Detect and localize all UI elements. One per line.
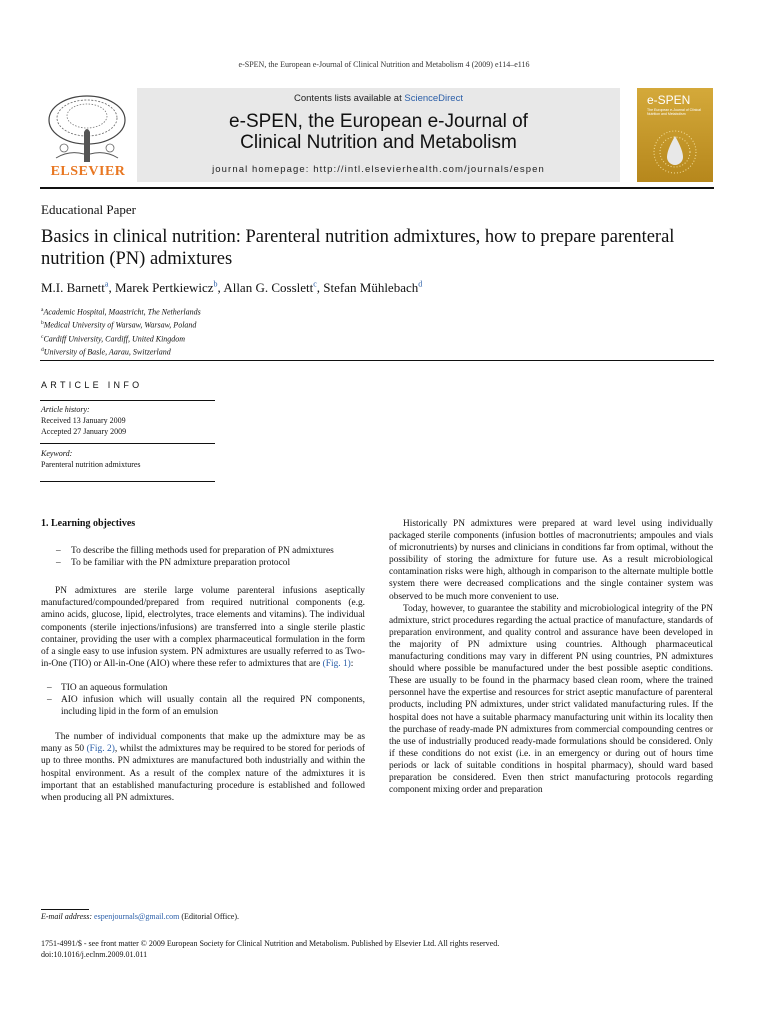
- author: M.I. Barnett$^a$,: [41, 280, 115, 296]
- figure-link[interactable]: (Fig. 2): [86, 744, 115, 755]
- list-item: – TIO an aqueous formulation: [47, 682, 168, 693]
- elsevier-wordmark: ELSEVIER: [50, 164, 126, 179]
- article-info-heading: ARTICLE INFO: [41, 380, 143, 390]
- paragraph: Historically PN admixtures were prepared at ward level using individually packaged sterile components (infusion bottles of macronutrients; ampoules and vials of micronutrients) by nurses and clinicians in conditions far from optimal, without the possibility of storing the admixture for future use. As a result microbiological contamination risks were high, although in comparison to the alternate multiple bottle system there were decreased complications and the single container system was observed to be much more convenient to use.: [389, 519, 713, 602]
- journal-cover-image[interactable]: [637, 88, 713, 182]
- running-header: e-SPEN, the European e-Journal of Clinical Nutrition and Metabolism 4 (2009) e114–e116: [238, 60, 530, 69]
- paper-title: Basics in clinical nutrition: Parenteral nutrition admixtures, how to prepare parenteral nutrition (PN) admixtures: [41, 227, 675, 269]
- journal-title: e-SPEN, the European e-Journal of Clinical Nutrition and Metabolism: [229, 111, 528, 153]
- author-list: [41, 280, 422, 296]
- elsevier-tree-icon: [44, 92, 130, 164]
- keywords-rule: [40, 481, 215, 482]
- admixture-types-list: [41, 682, 365, 718]
- article-info-rule: [40, 400, 215, 401]
- figure-link[interactable]: (Fig. 1): [322, 658, 351, 669]
- journal-info-box: [137, 88, 620, 182]
- list-item: – To be familiar with the PN admixture preparation protocol: [56, 558, 291, 569]
- contents-line: Contents lists available at ScienceDirect: [294, 93, 463, 104]
- affiliation: $^b$Medical University of Warsaw, Warsaw, Poland: [41, 320, 197, 331]
- email-link[interactable]: espenjournals@gmail.com: [94, 912, 180, 921]
- doi[interactable]: doi:10.1016/j.eclnm.2009.01.011: [41, 950, 148, 959]
- list-item: – To describe the filling methods used for preparation of PN admixtures: [56, 546, 334, 557]
- affiliation-rule: [40, 360, 714, 361]
- left-column: [41, 518, 365, 804]
- sciencedirect-link[interactable]: ScienceDirect: [404, 93, 463, 104]
- author: Marek Pertkiewicz$^b$,: [114, 280, 224, 296]
- header-rule: [40, 187, 714, 189]
- author: Stefan Mühlebach$^d$: [323, 280, 423, 296]
- cover-drop-icon: [650, 124, 700, 176]
- cover-subtitle: The European e-Journal of Clinical Nutrition and Metabolism: [647, 108, 701, 116]
- right-column: [389, 518, 713, 796]
- affiliations: [41, 305, 201, 359]
- paragraph: The number of individual components that make up the admixture may be as many as 50 (Fig. 2), whilst the admixtures may be required to be stored for periods of up to three months. PN admixtures are manufactured both industrially and within the hospital environment. As a result of the complex nature of the admixtures it is important that an established manufacturing procedure is established and followed when producing all PN admixtures.: [41, 732, 365, 803]
- journal-banner: [40, 88, 714, 182]
- author: Allan G. Cosslett$^c$,: [223, 280, 324, 296]
- paragraph: Today, however, to guarantee the stability and microbiological integrity of the PN admixture, strict procedures regarding the actual practice of manufacture, standards of preparation environment, and quality control and assurance have been developed in the majority of PN admixture using countries. Although pharmaceutical manufacturing conditions may vary in different PN using countries, PN admixtures should where possible be manufactured under the best possible aseptic conditions. These are usually to be found in the pharmacy based clean room, where the trained personnel have the expertise and resources for strict aseptic manufacture of parenteral products, including PN admixtures, under strict validated manufacturing rules. If the hospital does not have a suitable pharmacy manufacturing unit within its locality then the purchase of ready-made PN admixtures from commercial compounding centres or the use of industrially produced ready-made formulations should be considered. Only if these conditions do not exist (i.e. in an emergency or during out of hours time periods or lack of suitable conditions in hospital pharmacy), should ward based preparation be considered. Even then strict manufacturing protocols regarding component mixing order and preparation: [389, 603, 713, 796]
- paper-type: Educational Paper: [41, 202, 136, 217]
- affiliation: $^a$Academic Hospital, Maastricht, The Netherlands: [41, 307, 201, 317]
- copyright-notice: 1751-4991/$ - see front matter © 2009 European Society for Clinical Nutrition and Metabolism. Published by Elsevier Ltd. All rights reserved. doi:10.1016/j.eclnm.2009.01.011: [41, 939, 500, 959]
- paragraph: PN admixtures are sterile large volume parenteral infusions aseptically manufactured/compounded/prepared from required nutritional components (e.g. amino acids, glucose, lipid, electrolytes, trace elements and vitamins). The individual components (sterile injections/infusions) are transferred into a single sterile plastic container, providing the user with a complex pharmaceutical formulation in the form of a single easy to use infusion system. PN admixtures are usually referred to as Two-in-One (TIO) or All-in-One (AIO) where these refer to admixtures that are (Fig. 1):: [41, 586, 365, 669]
- section-heading: 1. Learning objectives: [41, 518, 136, 529]
- history-rule: [40, 443, 215, 444]
- elsevier-logo[interactable]: [40, 88, 136, 182]
- keywords: Keyword: Parenteral nutrition admixtures: [41, 449, 141, 469]
- list-item: – AIO infusion which will usually contain all the required PN components, including lipid in the form of an emulsion: [47, 695, 365, 718]
- cover-title: e-SPEN: [647, 93, 691, 107]
- article-history: Article history: Received 13 January 2009 Accepted 27 January 2009: [41, 405, 127, 436]
- affiliation: $^c$Cardiff University, Cardiff, United Kingdom: [41, 333, 186, 344]
- footnote-rule: [41, 909, 89, 910]
- objectives-list: [41, 545, 365, 569]
- journal-homepage-link[interactable]: journal homepage: http://intl.elsevierhealth.com/journals/espen: [212, 164, 545, 175]
- affiliation: $^d$University of Basle, Aarau, Switzerland: [41, 347, 171, 358]
- footnote: E-mail address: espenjournals@gmail.com (Editorial Office).: [41, 912, 239, 921]
